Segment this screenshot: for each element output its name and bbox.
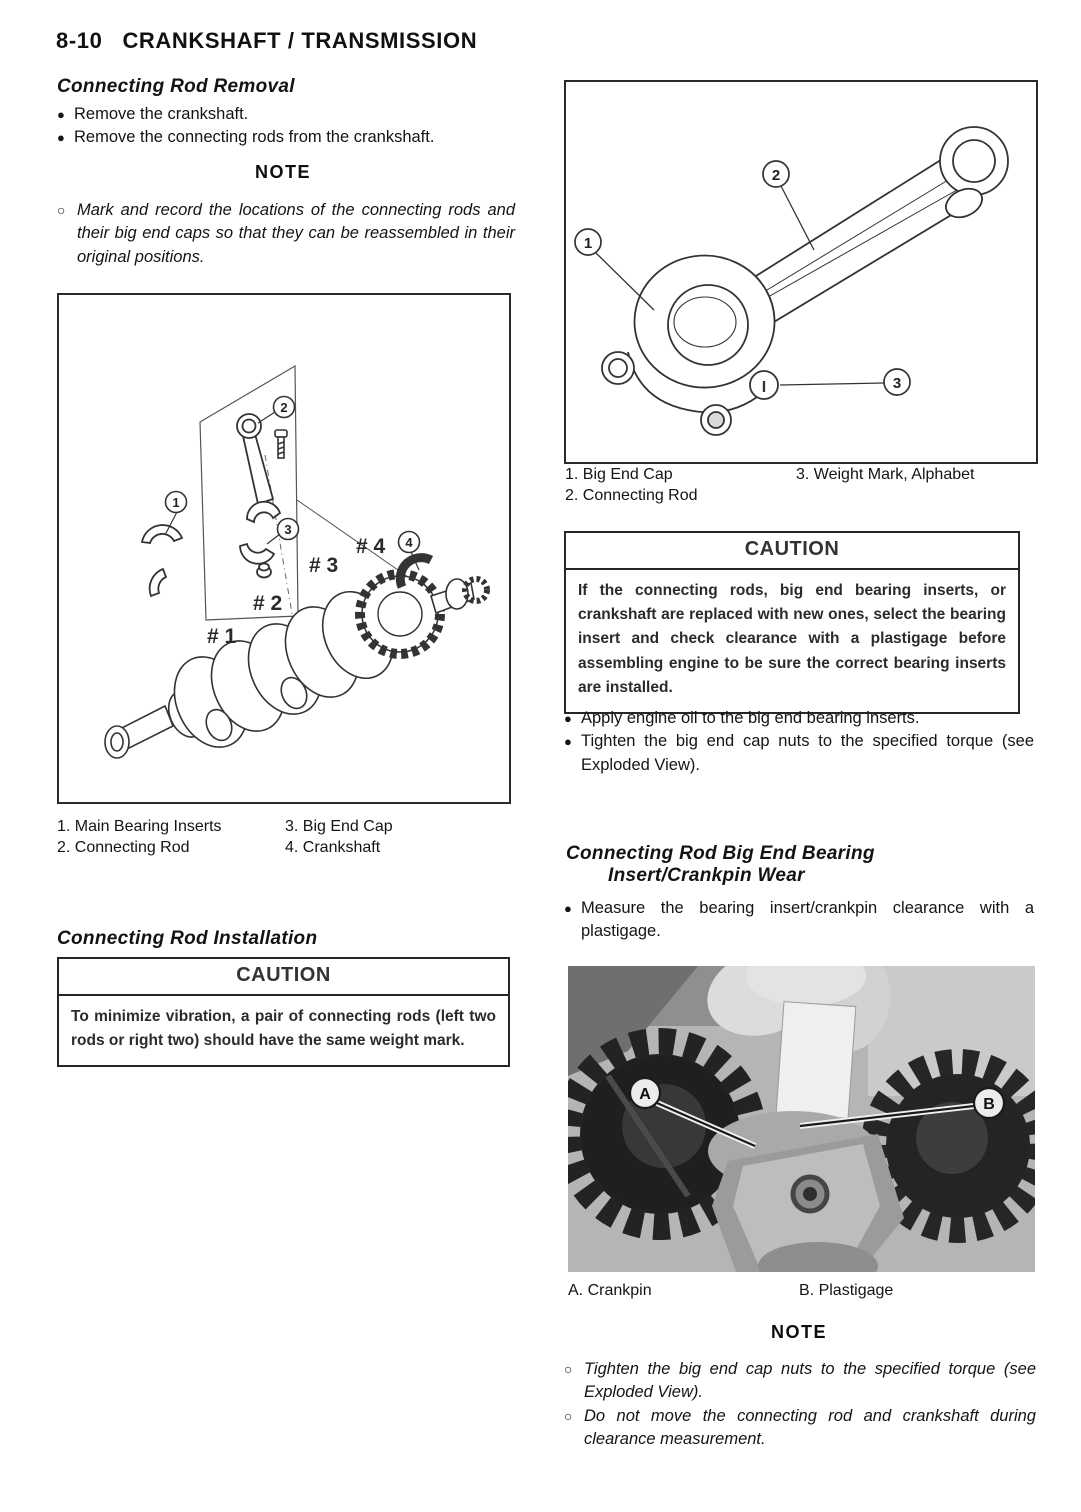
svg-text:# 2: # 2 [253, 592, 283, 615]
page-number: 8-10 [56, 28, 103, 53]
list-item: ● Apply engine oil to the big end bearing inserts. [564, 709, 920, 727]
removal-steps [57, 103, 515, 150]
caption-item: 3. Weight Mark, Alphabet [796, 466, 975, 483]
svg-text:# 1: # 1 [207, 625, 237, 648]
plastigage-photo [568, 966, 1035, 1272]
callout-3 [267, 519, 299, 545]
filled-bullet-icon: ● [564, 711, 572, 726]
connecting-rod [237, 414, 280, 522]
open-bullet-icon: ○ [564, 1407, 573, 1424]
note-item: ○ Do not move the connecting rod and crankshaft during clearance measurement. [564, 1406, 1036, 1449]
photo-plastigage-measurement [568, 966, 1035, 1272]
note-item: ○ Mark and record the locations of the connecting rods and their big end caps so that they can be reassembled in their original positions. [57, 201, 515, 266]
big-end [602, 256, 778, 435]
crankshaft-exploded-drawing [59, 295, 509, 802]
svg-text:3: 3 [284, 522, 292, 537]
note-body [564, 1358, 1036, 1452]
heading-connecting-rod-removal: Connecting Rod Removal [57, 76, 295, 97]
rod-bolt [275, 430, 287, 458]
note-heading: NOTE [770, 1322, 827, 1342]
heading-line-2: Insert/Crankpin Wear [608, 865, 805, 886]
filled-bullet-icon: ● [57, 130, 65, 146]
figure-connecting-rod [564, 80, 1038, 464]
heading-connecting-rod-installation: Connecting Rod Installation [57, 928, 318, 949]
list-item: ● Measure the bearing insert/crankpin clearance with a plastigage. [564, 899, 1034, 941]
caption-item: B. Plastigage [799, 1282, 894, 1299]
svg-text:# 4: # 4 [356, 535, 386, 558]
small-end [940, 127, 1008, 223]
svg-text:B: B [983, 1096, 995, 1113]
big-end-cap [240, 544, 274, 578]
callout-2 [258, 397, 295, 424]
connecting-rod-drawing [566, 82, 1036, 462]
note-item: ○ Tighten the big end cap nuts to the specified torque (see Exploded View). [564, 1360, 1036, 1402]
caption-item: 3. Big End Cap [285, 818, 393, 835]
svg-text:1: 1 [172, 495, 180, 510]
assembly-steps [564, 707, 1034, 777]
caption-item: 2. Connecting Rod [57, 839, 190, 856]
svg-text:A: A [639, 1086, 651, 1103]
list-item: ● Remove the connecting rods from the crankshaft. [57, 128, 435, 147]
caption-item: 2. Connecting Rod [565, 487, 698, 504]
callout-1 [165, 492, 187, 536]
list-item: ● Tighten the big end cap nuts to the specified torque (see Exploded View). [564, 732, 1034, 774]
filled-bullet-icon: ● [564, 901, 572, 916]
heading-line-1: Connecting Rod Big End Bearing [566, 843, 875, 864]
svg-text:# 3: # 3 [309, 554, 339, 577]
caution-text: If the connecting rods, big end bearing inserts, or crankshaft are replaced with new ones, select the bearing insert and check clearance with a plastigage before assembling engine to be sure the correct bearing inserts are installed. [578, 582, 1006, 696]
svg-text:2: 2 [771, 167, 781, 184]
list-item: ● Remove the crankshaft. [57, 105, 249, 123]
open-bullet-icon: ○ [564, 1361, 573, 1377]
note-heading: NOTE [254, 162, 311, 182]
plastigage-strip [776, 1002, 856, 1119]
page-header [56, 28, 477, 54]
measure-step [564, 897, 1034, 944]
filled-bullet-icon: ● [564, 734, 572, 750]
photo-caption [568, 1282, 1028, 1300]
callout-2 [763, 161, 814, 250]
figure-crankshaft-exploded [57, 293, 511, 804]
main-bearing-inserts [142, 525, 182, 596]
caption-item: 1. Main Bearing Inserts [57, 818, 222, 835]
svg-text:3: 3 [892, 375, 902, 392]
crankshaft-end [431, 579, 487, 613]
filled-bullet-icon: ● [57, 107, 65, 122]
figure-caption-crankshaft [57, 818, 509, 857]
callout-1 [575, 229, 654, 310]
page-title: CRANKSHAFT / TRANSMISSION [122, 28, 478, 53]
caption-item: A. Crankpin [568, 1282, 652, 1299]
svg-text:4: 4 [405, 535, 413, 550]
caution-title: CAUTION [59, 959, 508, 996]
figure-caption-connecting-rod [565, 466, 1027, 505]
svg-text:1: 1 [583, 235, 593, 252]
caution-title: CAUTION [566, 533, 1018, 570]
note-body [57, 199, 515, 269]
caution-box-installation [57, 957, 510, 1067]
svg-text:2: 2 [280, 400, 288, 415]
heading-big-end-bearing-wear [566, 843, 1034, 887]
caution-box-bearing [564, 531, 1020, 714]
caption-empty [796, 487, 1027, 505]
open-bullet-icon: ○ [57, 202, 66, 218]
callout-3 [780, 369, 910, 395]
weight-mark: I [761, 379, 767, 396]
caption-item: 1. Big End Cap [565, 466, 673, 483]
caption-item: 4. Crankshaft [285, 839, 381, 856]
caution-text: To minimize vibration, a pair of connecting rods (left two rods or right two) should have the same weight mark. [71, 1008, 496, 1050]
